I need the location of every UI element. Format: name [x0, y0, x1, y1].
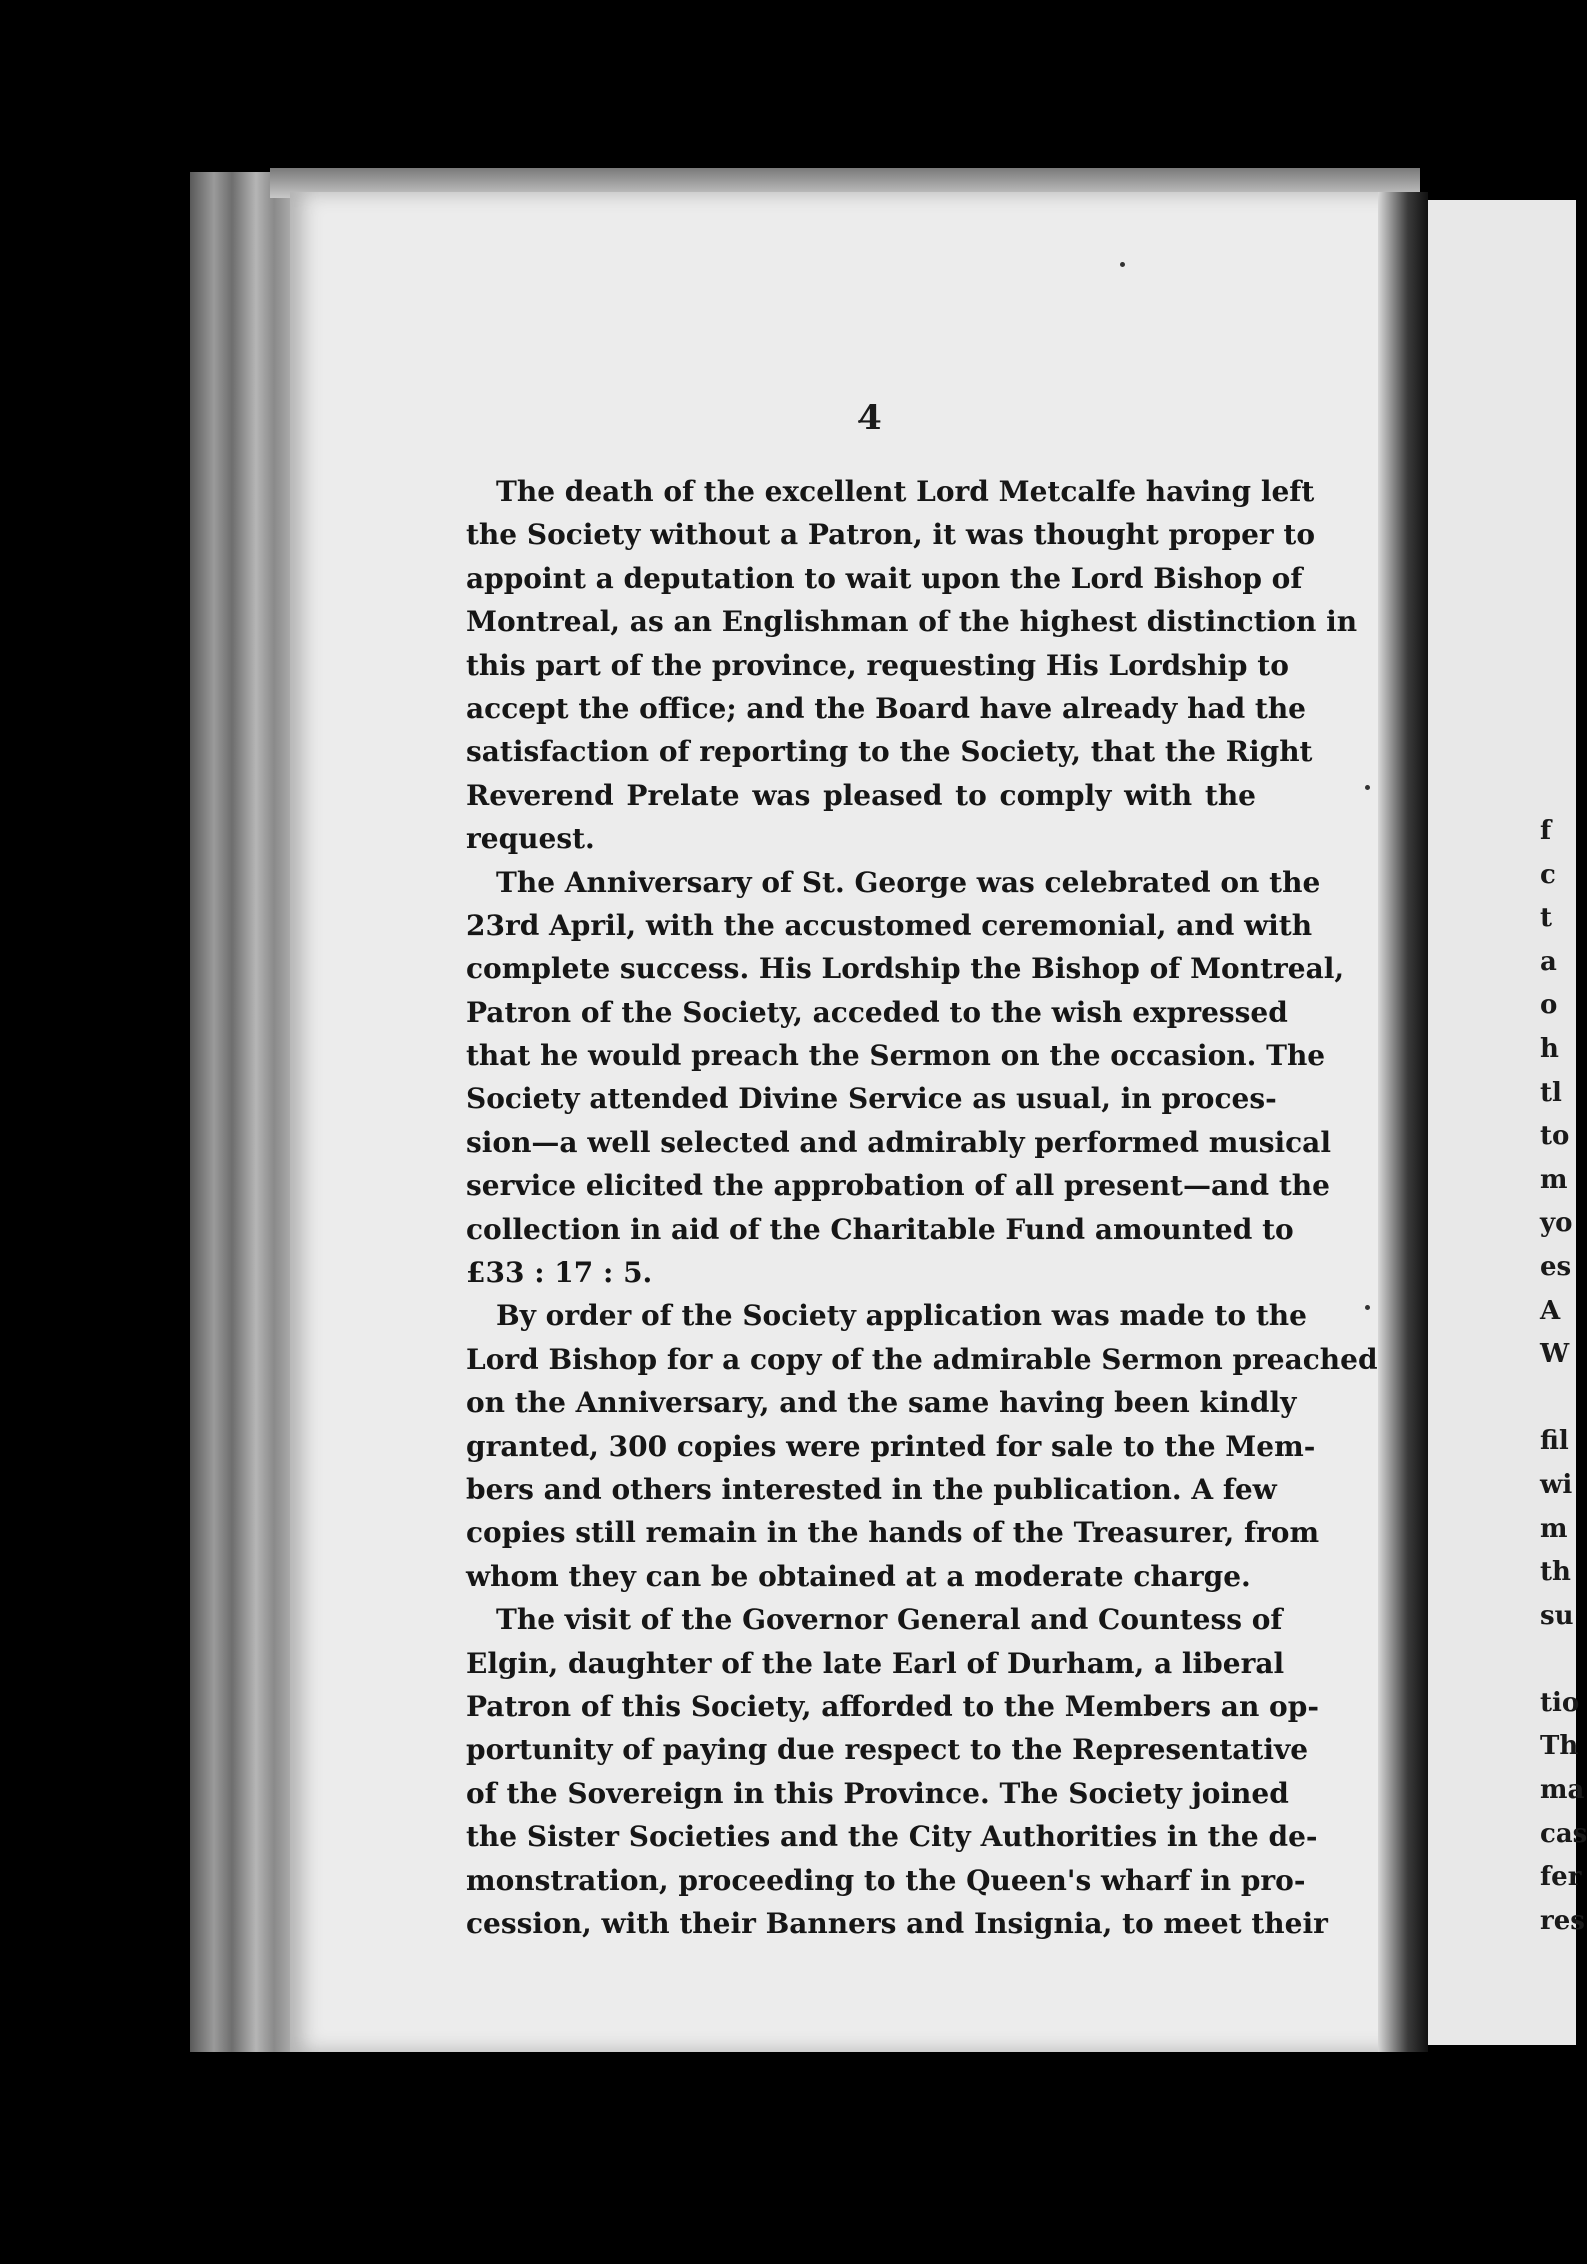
facing-text-fragment: yo [1540, 1208, 1573, 1239]
facing-text-fragment: cas [1540, 1818, 1587, 1849]
text-line: sion—a well selected and admirably performed musical [466, 1125, 1331, 1159]
facing-text-fragment: o [1540, 990, 1558, 1021]
text-line: of the Sovereign in this Province. The Society joined [466, 1776, 1289, 1810]
body-text [466, 470, 1378, 1945]
text-line: £33 : 17 : 5. [466, 1256, 653, 1290]
text-line: complete success. His Lordship the Bishop of Montreal, [466, 952, 1345, 986]
text-line: Patron of this Society, afforded to the Members an op- [466, 1689, 1319, 1723]
facing-text-fragment [1540, 1638, 1576, 1682]
text-line: Society attended Divine Service as usual, in proces- [466, 1082, 1277, 1116]
facing-text-fragment: th [1540, 1557, 1571, 1588]
text-line: collection in aid of the Charitable Fund amounted to [466, 1212, 1294, 1246]
facing-text-fragment: wi [1540, 1469, 1573, 1500]
facing-text-fragment: m [1540, 1513, 1568, 1544]
text-line: The visit of the Governor General and Countess of [496, 1603, 1283, 1637]
text-line: portunity of paying due respect to the Representative [466, 1733, 1309, 1767]
text-line: request. [466, 822, 595, 856]
facing-text-fragment: ma [1540, 1775, 1585, 1806]
text-line: service elicited the approbation of all present—and the [466, 1169, 1330, 1203]
dust-speck [1365, 785, 1370, 790]
text-line: on the Anniversary, and the same having been kindly [466, 1386, 1297, 1420]
text-line: appoint a deputation to wait upon the Lord Bishop of [466, 561, 1303, 595]
dust-speck [1365, 1305, 1370, 1310]
text-line: satisfaction of reporting to the Society, that the Right [466, 735, 1313, 769]
facing-text-fragment: fer [1540, 1862, 1582, 1893]
facing-text-fragment: fil [1540, 1426, 1569, 1457]
book-gutter [1378, 192, 1428, 2052]
text-line: Patron of the Society, acceded to the wish expressed [466, 995, 1288, 1029]
facing-text-fragment: a [1540, 946, 1557, 977]
facing-text-fragment: Th [1540, 1731, 1579, 1762]
page-number: 4 [858, 398, 882, 438]
facing-text-fragment: tl [1540, 1077, 1562, 1108]
text-line: monstration, proceeding to the Queen's wharf in pro- [466, 1863, 1306, 1897]
text-line: cession, with their Banners and Insignia, to meet their [466, 1906, 1328, 1940]
facing-text-fragment: t [1540, 903, 1553, 934]
facing-text-fragment: h [1540, 1033, 1559, 1064]
facing-text-fragment: tio [1540, 1687, 1580, 1718]
facing-text-fragment: f [1540, 816, 1552, 846]
facing-text-fragment: es [1540, 1251, 1572, 1282]
text-line: the Sister Societies and the City Authorities in the de- [466, 1820, 1318, 1854]
text-line: Reverend Prelate was pleased to comply with the [466, 778, 1256, 812]
text-line: 23rd April, with the accustomed ceremonial, and with [466, 908, 1313, 942]
facing-text-fragment: A [1540, 1295, 1561, 1326]
facing-text-fragment [1540, 1377, 1576, 1421]
facing-text-fragment: m [1540, 1164, 1568, 1195]
text-line: that he would preach the Sermon on the occasion. The [466, 1039, 1326, 1073]
text-line: accept the office; and the Board have already had the [466, 691, 1306, 725]
facing-text-fragment: W [1540, 1339, 1570, 1370]
facing-text-fragment: c [1540, 859, 1556, 890]
text-line: Lord Bishop for a copy of the admirable Sermon preached [466, 1342, 1378, 1376]
text-line: Elgin, daughter of the late Earl of Durham, a liberal [466, 1646, 1285, 1680]
facing-page-text-fragments [1540, 810, 1587, 1943]
facing-text-fragment: to [1540, 1121, 1570, 1152]
text-line: copies still remain in the hands of the Treasurer, from [466, 1516, 1320, 1550]
text-line: Montreal, as an Englishman of the highest distinction in [466, 605, 1358, 639]
text-line: bers and others interested in the publication. A few [466, 1472, 1277, 1506]
text-line: The Anniversary of St. George was celebrated on the [496, 865, 1321, 899]
facing-text-fragment: res [1540, 1905, 1585, 1936]
text-line: whom they can be obtained at a moderate charge. [466, 1559, 1251, 1593]
dust-speck [1120, 262, 1125, 267]
text-line: By order of the Society application was made to the [496, 1299, 1307, 1333]
facing-text-fragment: su [1540, 1600, 1574, 1631]
text-line: the Society without a Patron, it was thought proper to [466, 518, 1316, 552]
text-line: granted, 300 copies were printed for sale to the Mem- [466, 1429, 1316, 1463]
text-line: The death of the excellent Lord Metcalfe having left [496, 475, 1315, 508]
text-line: this part of the province, requesting His Lordship to [466, 648, 1289, 682]
